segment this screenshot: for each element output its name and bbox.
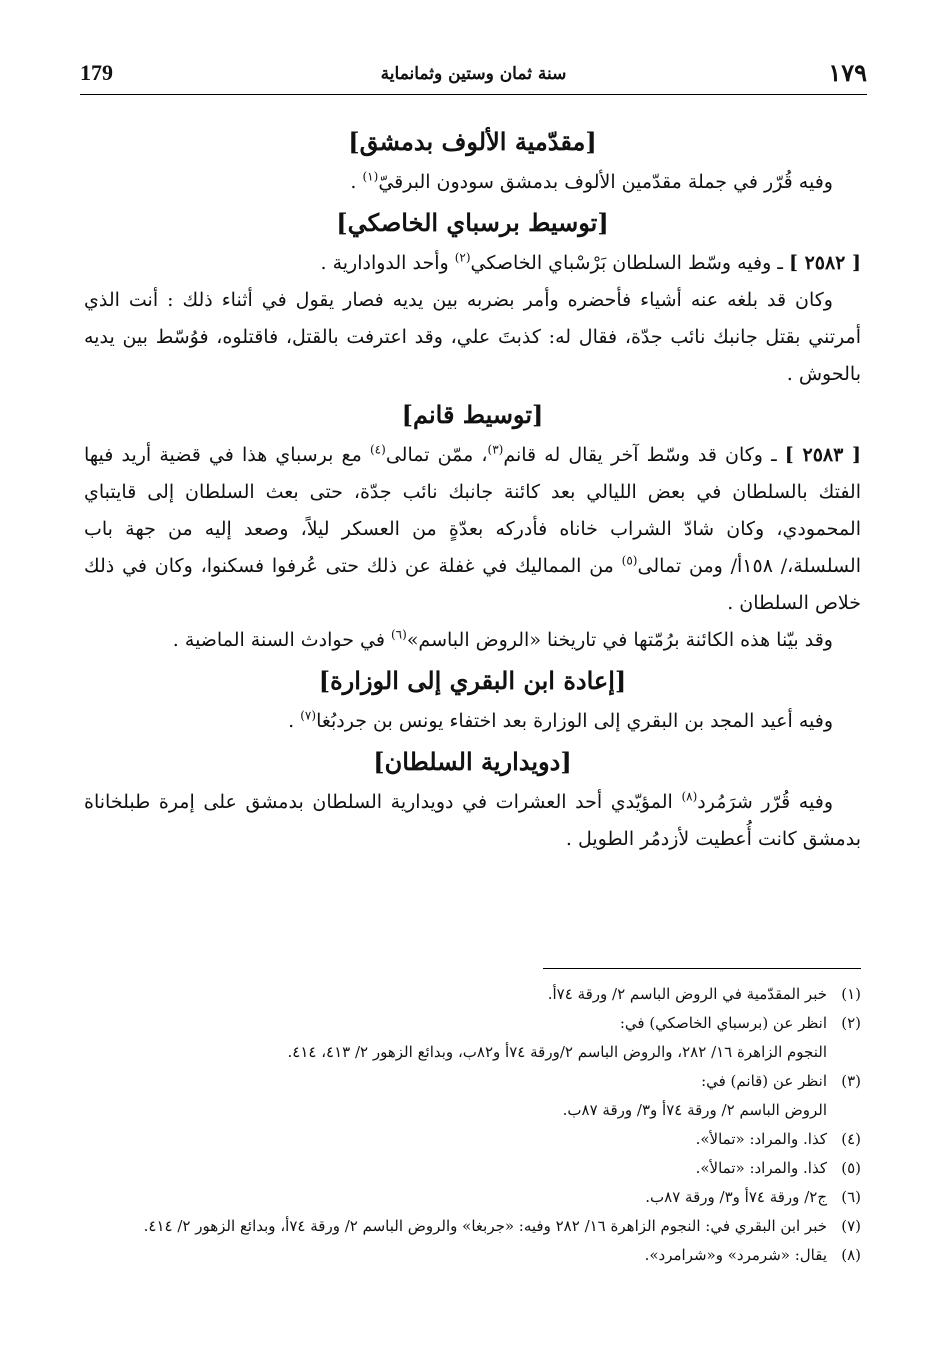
footnote-number: (٧) bbox=[841, 1217, 861, 1235]
footnote: (٧) خبر ابن البقري في: النجوم الزاهرة ١٦/ ٢٨٢ وفيه: «جربغا» والروض الباسم ٢/ ورقة ٧٤أ، وبدائع الزهور ٢/ ٤١٤. bbox=[84, 1212, 861, 1241]
paragraph: وقد بيّنا هذه الكائنة برُمّتها في تاريخنا «الروض الباسم»$^{(٦)}$ في حوادث السنة الماضية . bbox=[172, 627, 833, 651]
footnote-continuation: الروض الباسم ٢/ ورقة ٧٤أ و٣/ ورقة ٨٧ب. bbox=[562, 1101, 827, 1119]
footnote-continuation: النجوم الزاهرة ١٦/ ٢٨٢، والروض الباسم ٢/ورقة ٧٤أ و٨٢ب، وبدائع الزهور ٢/ ٤١٣، ٤١٤. bbox=[287, 1043, 827, 1061]
footnote: (٣) انظر عن (قانم) في: bbox=[84, 1067, 861, 1096]
paragraph: وفيه قُرّر شرَمُرد$^{(٨)}$ المؤيّدي أحد العشرات في دويدارية السلطان بدمشق على إمرة طبلخاناة بدمشق كانت أُعطيت لأزدمُر الطويل . bbox=[84, 789, 861, 850]
footnote-marker[interactable]: (٣) bbox=[487, 442, 504, 457]
paragraph: وكان قد بلغه عنه أشياء فأحضره وأمر بضربه بين يديه فصار يقول في أثناء ذلك : أنت الذي أمرتني بقتل جانبك نائب جدّة، فقال له: كذبتَ علي، وقد اعترفت بالقتل، فاقتلوه، فوُسّط بين يديه بالحوش . bbox=[84, 289, 861, 385]
footnote-marker[interactable]: (١) bbox=[362, 169, 379, 184]
footnote-marker[interactable]: (٢) bbox=[454, 250, 471, 265]
running-header bbox=[80, 58, 867, 95]
paragraph: وفيه أعيد المجد بن البقري إلى الوزارة بعد اختفاء يونس بن جردبُغا$^{(٧)}$ . bbox=[288, 708, 833, 732]
footnote: (٦) ج٢/ ورقة ٧٤أ و٣/ ورقة ٨٧ب. bbox=[84, 1183, 861, 1212]
footnote-marker[interactable]: (٦) bbox=[390, 627, 407, 642]
footnote: (٨) يقال: «شرمرد» و«شرامرد». bbox=[84, 1241, 861, 1270]
section-heading: [إعادة ابن البقري إلى الوزارة] bbox=[318, 666, 627, 695]
footnote-number: (٦) bbox=[841, 1188, 861, 1206]
footnote-marker[interactable]: (٨) bbox=[681, 789, 698, 804]
paragraph: وفيه قُرّر في جملة مقدّمين الألوف بدمشق سودون البرقيّ$^{(١)}$ . bbox=[350, 169, 833, 193]
footnote: (٥) كذا. والمراد: «تمالأ». bbox=[84, 1154, 861, 1183]
footnote: (١) خبر المقدّمية في الروض الباسم ٢/ ورقة ٧٤أ. bbox=[84, 980, 861, 1009]
footnote-marker[interactable]: (٤) bbox=[369, 442, 386, 457]
section-heading: [توسيط برسباي الخاصكي] bbox=[336, 208, 609, 237]
footnote: (٤) كذا. والمراد: «تمالأ». bbox=[84, 1125, 861, 1154]
footnote-marker[interactable]: (٥) bbox=[621, 553, 638, 568]
section-heading: [مقدّمية الألوف بدمشق] bbox=[348, 127, 597, 156]
paragraph: [ ٢٥٨٢ ] ـ وفيه وسّط السلطان بَرْسْباي الخاصكي$^{(٢)}$ وأحد الدوادارية . bbox=[320, 250, 861, 274]
page-number-latin: 179 bbox=[80, 60, 113, 85]
page-number-arabic: ١٧٩ bbox=[828, 58, 867, 87]
entry-number: [ ٢٥٨٢ ] bbox=[788, 252, 861, 274]
section-heading: [توسيط قانم] bbox=[401, 400, 544, 429]
footnote-divider bbox=[543, 968, 861, 969]
entry-number: [ ٢٥٨٣ ] bbox=[784, 444, 861, 466]
main-text bbox=[84, 120, 861, 858]
footnote-number: (٤) bbox=[841, 1130, 861, 1148]
footnote-number: (٣) bbox=[841, 1072, 861, 1090]
footnote: (٢) انظر عن (برسباي الخاصكي) في: bbox=[84, 1009, 861, 1038]
footnote-number: (٢) bbox=[841, 1014, 861, 1032]
footnote-number: (١) bbox=[841, 985, 861, 1003]
footnote-number: (٥) bbox=[841, 1159, 861, 1177]
section-heading: [دويدارية السلطان] bbox=[373, 747, 572, 776]
footnote-marker[interactable]: (٧) bbox=[300, 708, 317, 723]
footnote-number: (٨) bbox=[841, 1246, 861, 1264]
running-title: سنة ثمان وستين وثمانماية bbox=[380, 64, 567, 84]
paragraph: [ ٢٥٨٣ ] ـ وكان قد وسّط آخر يقال له قانم$^{(٣)}$، ممّن تمالى$^{(٤)}$ مع برسباي هذا في قضية أريد فيها الفتك بالسلطان في بعض الليالي بعد كائنة جانبك نائب جدّة، حتى بعث السلطان إلى قايتباي المحمودي، وكان شادّ الشراب خاناه فأدركه بعدّةٍ من العسكر ليلاً، وصعد إليه من جهة باب السلسلة،/ ١٥٨أ/ ومن تمالى$^{(٥)}$ من المماليك في غفلة عن ذلك حتى عُرفوا فسكنوا، وكان في ذلك خلاص السلطان . bbox=[84, 442, 861, 614]
footnotes bbox=[84, 980, 861, 1270]
